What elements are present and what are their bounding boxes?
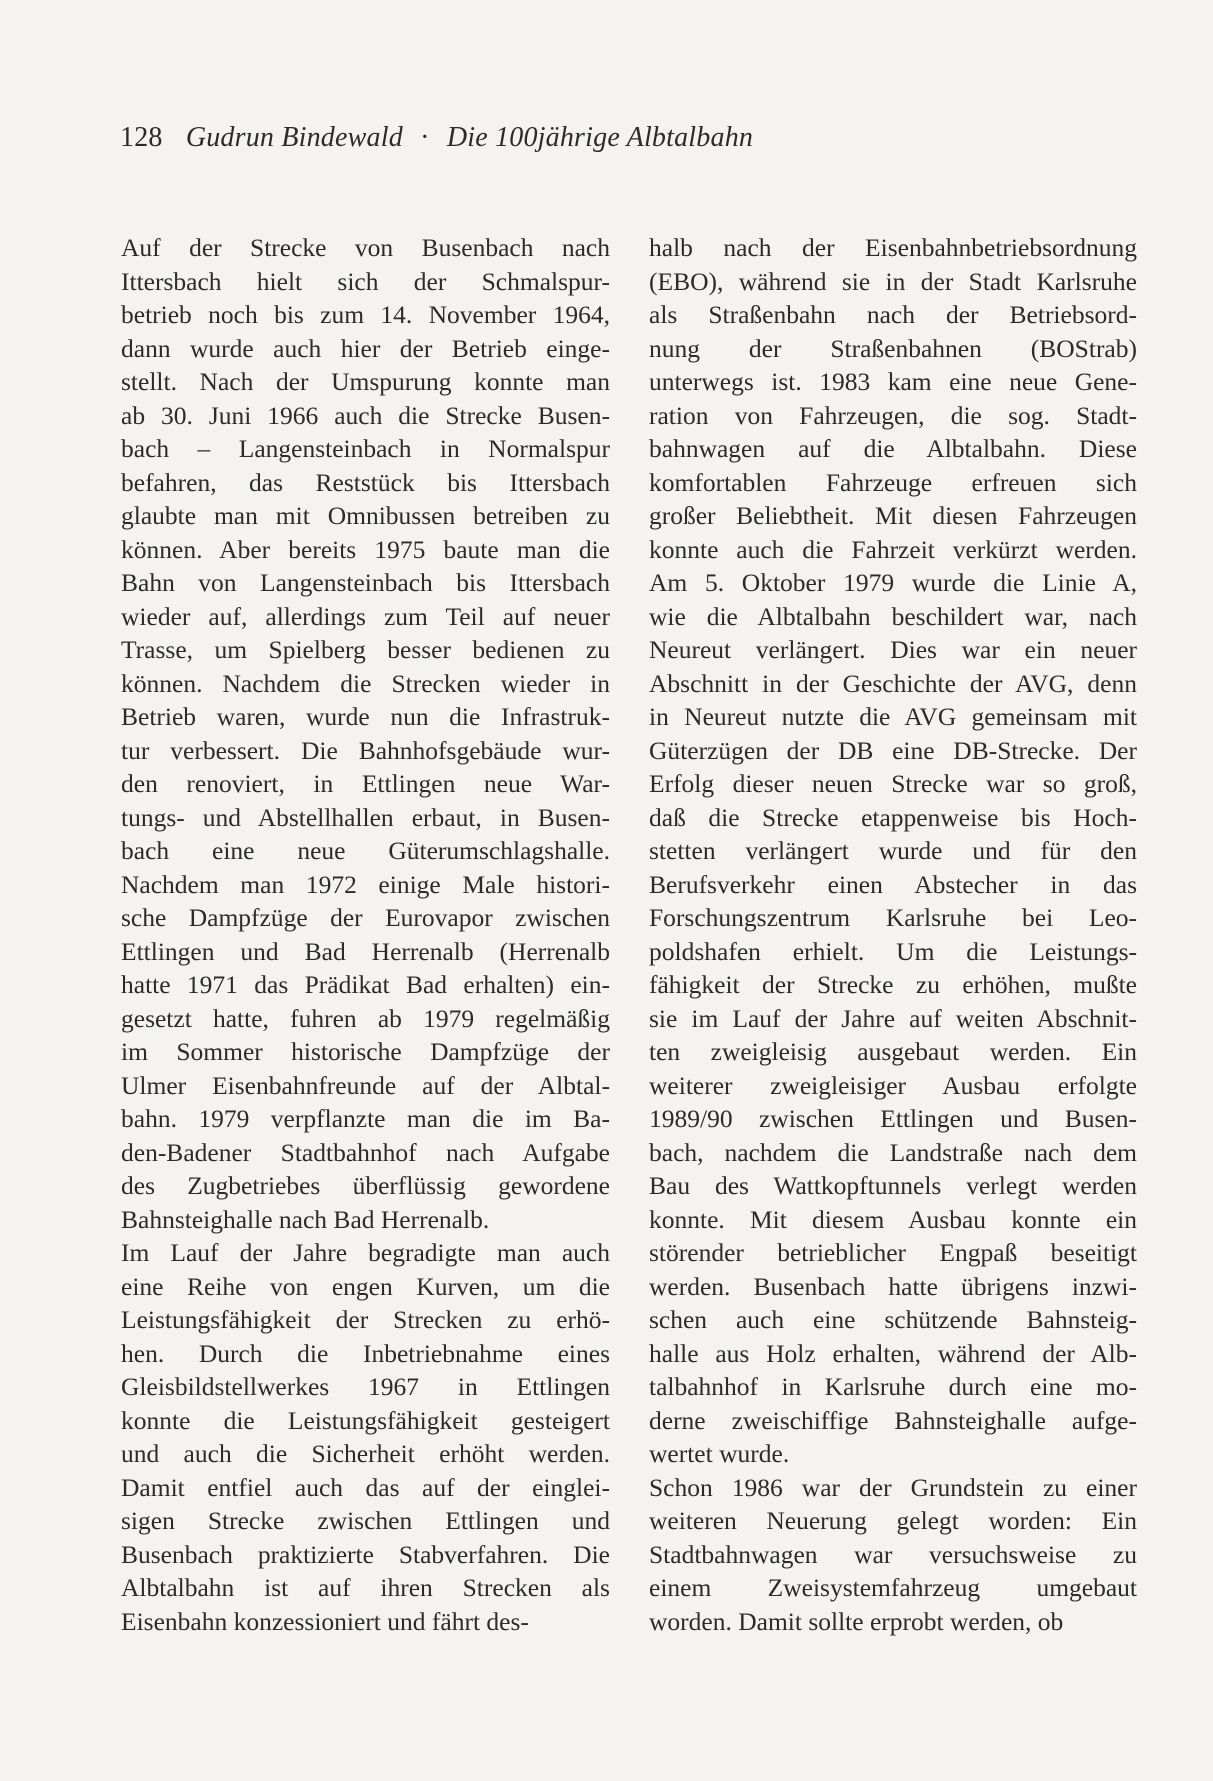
header-author: Gudrun Bindewald <box>185 122 403 153</box>
text-line: weiterer zweigleisiger Ausbau erfolgte <box>649 1070 1137 1100</box>
text-line: poldshafen erhielt. Um die Leistungs- <box>649 936 1137 966</box>
text-line: Erfolg dieser neuen Strecke war so groß, <box>649 769 1137 798</box>
text-line: dann wurde auch hier der Betrieb einge- <box>121 333 610 363</box>
text-line: in Neureut nutzte die AVG gemeinsam mit <box>649 702 1137 731</box>
paragraph <box>649 231 1137 1471</box>
text-line: Betrieb waren, wurde nun die Infrastruk- <box>121 702 610 731</box>
text-line: nung der Straßenbahnen (BOStrab) <box>649 333 1137 363</box>
text-line: sie im Lauf der Jahre auf weiten Abschnit- <box>649 1003 1137 1033</box>
text-line: Gleisbildstellwerkes 1967 in Ettlingen <box>121 1372 610 1401</box>
text-line: Trasse, um Spielberg besser bedienen zu <box>121 635 610 664</box>
text-line: Eisenbahn konzessioniert und fährt des- <box>121 1606 529 1636</box>
text-line: Schon 1986 war der Grundstein zu einer <box>649 1472 1137 1502</box>
text-line: einem Zweisystemfahrzeug umgebaut <box>649 1573 1137 1602</box>
text-line: fähigkeit der Strecke zu erhöhen, mußte <box>649 970 1137 999</box>
text-line: stellt. Nach der Umspurung konnte man <box>121 367 610 396</box>
paragraph <box>121 1236 610 1638</box>
text-line: derne zweischiffige Bahnsteighalle aufge- <box>649 1405 1137 1435</box>
text-line: konnte. Mit diesem Ausbau konnte ein <box>649 1204 1137 1234</box>
text-line: sche Dampfzüge der Eurovapor zwischen <box>121 903 610 932</box>
text-line: Güterzügen der DB eine DB-Strecke. Der <box>649 735 1137 765</box>
text-line: Stadtbahnwagen war versuchsweise zu <box>649 1539 1137 1569</box>
text-line: Im Lauf der Jahre begradigte man auch <box>121 1238 610 1267</box>
text-line: des Zugbetriebes überflüssig gewordene <box>121 1171 610 1200</box>
text-line: Ittersbach hielt sich der Schmalspur- <box>121 266 610 296</box>
text-line: konnte die Leistungsfähigkeit gesteigert <box>121 1405 610 1435</box>
text-line: worden. Damit sollte erprobt werden, ob <box>649 1606 1064 1636</box>
header-separator: · <box>420 122 430 153</box>
text-line: werden. Busenbach hatte übrigens inzwi- <box>649 1271 1137 1301</box>
right-column <box>649 231 1137 1638</box>
text-line: hatte 1971 das Prädikat Bad erhalten) ein- <box>121 970 610 999</box>
text-line: unterwegs ist. 1983 kam eine neue Gene- <box>649 367 1137 396</box>
text-line: hen. Durch die Inbetriebnahme eines <box>121 1338 610 1368</box>
text-line: schen auch eine schützende Bahnsteig- <box>649 1305 1137 1334</box>
text-line: Leistungsfähigkeit der Strecken zu erhö- <box>121 1305 610 1334</box>
text-line: wertet wurde. <box>649 1439 790 1468</box>
text-line: konnte auch die Fahrzeit verkürzt werden. <box>649 534 1137 564</box>
text-line: glaubte man mit Omnibussen betreiben zu <box>121 501 610 530</box>
text-line: daß die Strecke etappenweise bis Hoch- <box>649 802 1137 832</box>
text-line: stetten verlängert wurde und für den <box>649 836 1137 865</box>
running-header <box>120 122 753 154</box>
text-line: Abschnitt in der Geschichte der AVG, denn <box>649 668 1137 698</box>
text-line: 1989/90 zwischen Ettlingen und Busen- <box>649 1104 1137 1133</box>
text-line: den-Badener Stadtbahnhof nach Aufgabe <box>121 1137 610 1167</box>
text-line: Albtalbahn ist auf ihren Strecken als <box>121 1573 610 1602</box>
text-line: (EBO), während sie in der Stadt Karlsruhe <box>649 266 1137 296</box>
text-line: betrieb noch bis zum 14. November 1964, <box>121 300 610 329</box>
text-line: befahren, das Reststück bis Ittersbach <box>121 467 610 497</box>
left-column <box>121 231 610 1638</box>
text-line: bahnwagen auf die Albtalbahn. Diese <box>649 434 1137 463</box>
text-line: Ulmer Eisenbahnfreunde auf der Albtal- <box>121 1070 610 1100</box>
text-line: gesetzt hatte, fuhren ab 1979 regelmäßig <box>121 1003 610 1033</box>
text-line: ration von Fahrzeugen, die sog. Stadt- <box>649 400 1137 430</box>
paragraph <box>121 231 610 1236</box>
text-line: ten zweigleisig ausgebaut werden. Ein <box>649 1037 1137 1066</box>
text-line: bach, nachdem die Landstraße nach dem <box>649 1137 1137 1167</box>
text-line: Berufsverkehr einen Abstecher in das <box>649 869 1137 899</box>
text-line: im Sommer historische Dampfzüge der <box>121 1037 610 1066</box>
text-line: weiteren Neuerung gelegt worden: Ein <box>649 1506 1137 1535</box>
text-line: störender betrieblicher Engpaß beseitigt <box>649 1238 1137 1267</box>
text-line: großer Beliebtheit. Mit diesen Fahrzeugen <box>649 501 1137 530</box>
text-line: Ettlingen und Bad Herrenalb (Herrenalb <box>121 936 610 966</box>
header-title: Die 100jährige Albtalbahn <box>446 122 754 153</box>
text-line: bach eine neue Güterumschlagshalle. <box>121 836 610 865</box>
text-line: können. Nachdem die Strecken wieder in <box>121 668 610 698</box>
text-line: den renoviert, in Ettlingen neue War- <box>121 769 610 798</box>
text-line: bach – Langensteinbach in Normalspur <box>121 434 610 463</box>
text-line: Nachdem man 1972 einige Male histori- <box>121 869 610 899</box>
paragraph <box>649 1471 1137 1639</box>
text-line: Damit entfiel auch das auf der einglei- <box>121 1472 610 1502</box>
text-line: sigen Strecke zwischen Ettlingen und <box>121 1506 610 1535</box>
page-number: 128 <box>120 122 163 153</box>
text-line: wie die Albtalbahn beschildert war, nach <box>649 601 1137 631</box>
text-line: Bau des Wattkopftunnels verlegt werden <box>649 1171 1137 1200</box>
text-line: und auch die Sicherheit erhöht werden. <box>121 1439 610 1468</box>
text-line: wieder auf, allerdings zum Teil auf neuer <box>121 601 610 631</box>
text-line: Forschungszentrum Karlsruhe bei Leo- <box>649 903 1137 932</box>
text-line: halb nach der Eisenbahnbetriebsordnung <box>649 233 1137 262</box>
text-line: Bahn von Langensteinbach bis Ittersbach <box>121 568 610 597</box>
text-line: eine Reihe von engen Kurven, um die <box>121 1271 610 1301</box>
text-line: können. Aber bereits 1975 baute man die <box>121 534 610 564</box>
text-line: bahn. 1979 verpflanzte man die im Ba- <box>121 1104 610 1133</box>
text-line: talbahnhof in Karlsruhe durch eine mo- <box>649 1372 1137 1401</box>
text-line: ab 30. Juni 1966 auch die Strecke Busen- <box>121 400 610 430</box>
text-line: Auf der Strecke von Busenbach nach <box>121 233 610 262</box>
text-line: Busenbach praktizierte Stabverfahren. Die <box>121 1539 610 1569</box>
text-line: Bahnsteighalle nach Bad Herrenalb. <box>121 1204 490 1234</box>
text-line: als Straßenbahn nach der Betriebsord- <box>649 300 1137 329</box>
text-line: tur verbessert. Die Bahnhofsgebäude wur- <box>121 735 610 765</box>
text-line: tungs- und Abstellhallen erbaut, in Busen- <box>121 802 610 832</box>
text-line: Am 5. Oktober 1979 wurde die Linie A, <box>649 568 1137 597</box>
text-line: Neureut verlängert. Dies war ein neuer <box>649 635 1137 664</box>
text-line: halle aus Holz erhalten, während der Alb- <box>649 1338 1137 1368</box>
text-line: komfortablen Fahrzeuge erfreuen sich <box>649 467 1137 497</box>
